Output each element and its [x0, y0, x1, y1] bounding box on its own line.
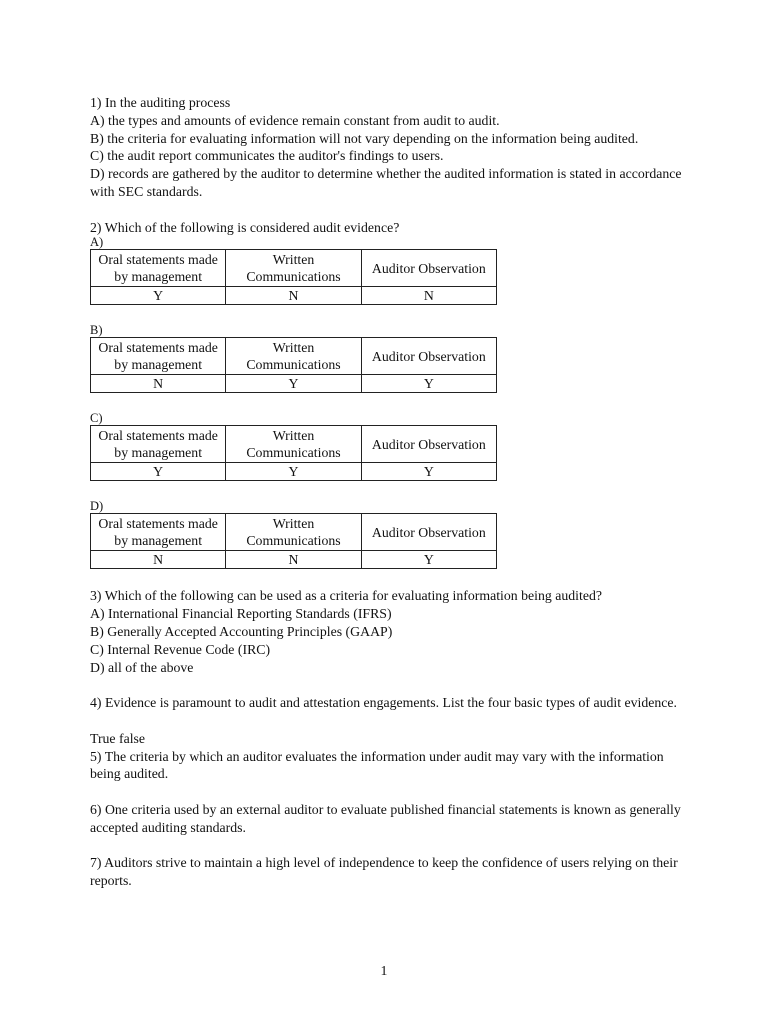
table-header-cell: Auditor Observation — [361, 338, 496, 375]
question-3-option-a: A) International Financial Reporting Standards (IFRS) — [90, 606, 392, 622]
question-3-stem: 3) Which of the following can be used as a criteria for evaluating information being audited? — [90, 588, 602, 604]
question-1-option-c: C) the audit report communicates the auditor's findings to users. — [90, 148, 444, 164]
question-7: 7) Auditors strive to maintain a high level of independence to keep the confidence of users relying on their reports. — [90, 855, 678, 889]
question-2-stem: 2) Which of the following is considered audit evidence? — [90, 219, 400, 235]
question-1-option-a: A) the types and amounts of evidence remain constant from audit to audit. — [90, 112, 500, 128]
table-value-cell: Y — [361, 551, 496, 569]
table-value-cell: Y — [91, 287, 226, 305]
table-value-cell: Y — [226, 375, 361, 393]
table-value-cell: N — [91, 551, 226, 569]
page-number: 1 — [380, 963, 388, 978]
table-header-cell: Written Communications — [226, 426, 361, 463]
question-2-option-block — [90, 235, 690, 305]
section-true-false-heading: True false — [90, 730, 146, 746]
question-1-option-d: D) records are gathered by the auditor to determine whether the audited information is stated in accordance with SEC standards. — [90, 166, 682, 199]
question-2-option-block — [90, 323, 690, 393]
table-header-cell: Oral statements made by management — [91, 426, 226, 463]
document-body — [90, 94, 690, 890]
question-2-option-table — [90, 249, 497, 305]
question-2-options — [90, 235, 690, 569]
question-2-option-label: C) — [90, 411, 103, 426]
table-header-cell: Oral statements made by management — [91, 338, 226, 375]
table-header-cell: Written Communications — [226, 338, 361, 375]
question-2-option-block — [90, 499, 690, 569]
question-2-option-label: B) — [90, 323, 103, 338]
question-2-option-label: D) — [90, 499, 104, 514]
table-header-cell: Auditor Observation — [361, 514, 496, 551]
table-value-cell: N — [91, 375, 226, 393]
table-value-cell: Y — [226, 463, 361, 481]
table-header-cell: Written Communications — [226, 250, 361, 287]
question-3-option-c: C) Internal Revenue Code (IRC) — [90, 641, 271, 657]
question-2-option-table — [90, 513, 497, 569]
question-1-option-b: B) the criteria for evaluating information will not vary depending on the information being audited. — [90, 130, 639, 146]
question-2-option-block — [90, 411, 690, 481]
table-value-cell: Y — [361, 375, 496, 393]
table-header-cell: Auditor Observation — [361, 426, 496, 463]
table-value-cell: Y — [91, 463, 226, 481]
question-3-option-d: D) all of the above — [90, 659, 194, 675]
table-header-cell: Oral statements made by management — [91, 250, 226, 287]
table-value-cell: N — [361, 287, 496, 305]
question-2 — [90, 219, 690, 570]
question-1 — [90, 94, 690, 201]
question-3-option-b: B) Generally Accepted Accounting Principles (GAAP) — [90, 623, 393, 639]
question-3 — [90, 587, 690, 676]
question-6: 6) One criteria used by an external auditor to evaluate published financial statements is known as generally accepted auditing standards. — [90, 801, 681, 835]
table-value-cell: N — [226, 551, 361, 569]
table-header-cell: Written Communications — [226, 514, 361, 551]
table-value-cell: N — [226, 287, 361, 305]
table-header-cell: Auditor Observation — [361, 250, 496, 287]
question-4: 4) Evidence is paramount to audit and attestation engagements. List the four basic types of audit evidence. — [90, 695, 677, 711]
table-value-cell: Y — [361, 463, 496, 481]
question-5: 5) The criteria by which an auditor evaluates the information under audit may vary with the information being audited. — [90, 748, 664, 782]
question-1-stem: 1) In the auditing process — [90, 95, 231, 110]
question-2-option-table — [90, 425, 497, 481]
question-2-option-table — [90, 337, 497, 393]
table-header-cell: Oral statements made by management — [91, 514, 226, 551]
question-2-option-label: A) — [90, 235, 104, 250]
